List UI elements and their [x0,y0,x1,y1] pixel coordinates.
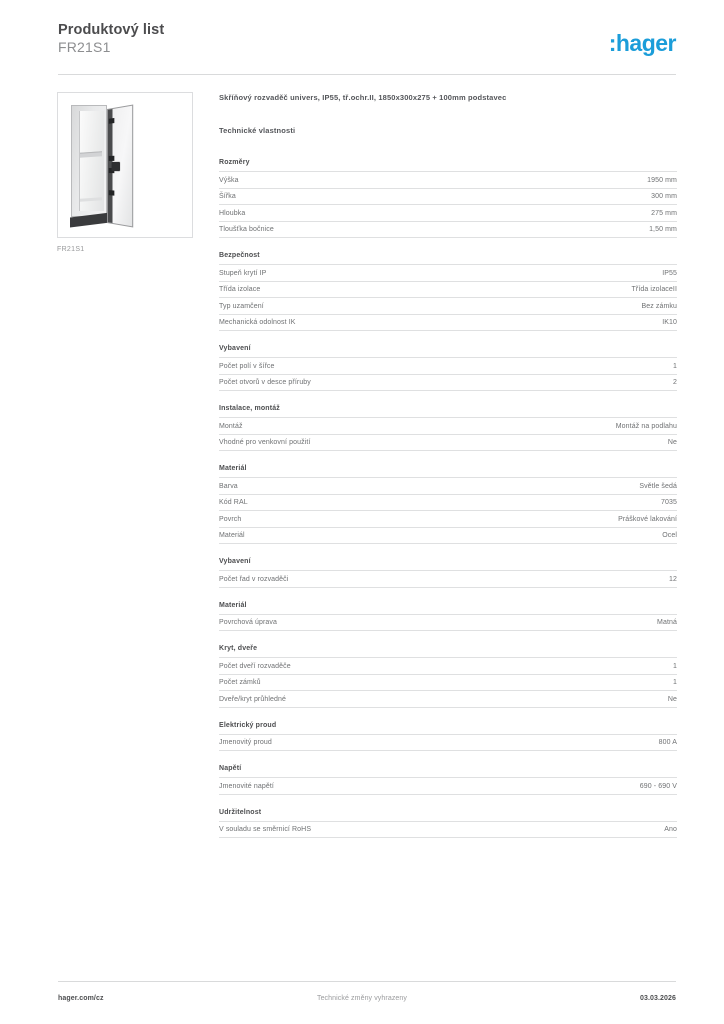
spec-value: 275 mm [651,209,677,217]
spec-label: Počet polí v šířce [219,362,275,370]
cabinet-illustration [71,105,143,227]
product-reference: FR21S1 [58,39,111,55]
spec-label: Počet řad v rozvaděči [219,575,289,583]
spec-label: Povrchová úprava [219,619,278,626]
spec-value: 690 - 690 V [639,782,677,790]
figure-caption: FR21S1 [57,246,85,253]
door-hinge-icon [109,118,115,124]
spec-value: Třída izolaceII [631,286,677,293]
spec-label: Dveře/kryt průhledné [219,695,286,703]
spec-label: Počet zámků [219,679,261,686]
footer-date: 03.03.2026 [639,995,676,1002]
spec-row [219,614,677,632]
spec-row [219,527,677,545]
spec-value: Ne [667,439,677,446]
spec-label: Materiál [219,532,245,539]
spec-row [219,477,677,494]
spec-row [219,188,677,205]
spec-value: 1950 mm [647,176,677,184]
product-image [57,92,193,238]
spec-value: Světle šedá [639,482,677,490]
spec-group [219,251,677,331]
spec-value: IP55 [662,269,677,277]
spec-value: 300 mm [651,193,677,200]
cabinet-body [71,105,107,217]
spec-group-title: Vybavení [219,345,251,352]
spec-value: Ocel [662,532,677,539]
spec-label: Vhodné pro venkovní použití [219,439,311,446]
spec-group-title: Elektrický proud [219,721,277,729]
spec-group [219,644,677,708]
spec-value: 1,50 mm [649,226,677,233]
spec-group-title: Napětí [219,765,242,772]
spec-row [219,657,677,674]
specification-groups [219,158,677,838]
spec-row [219,221,677,239]
page-title: Produktový list [58,22,165,38]
spec-group [219,344,677,391]
spec-value: 800 A [658,739,677,746]
spec-row [219,297,677,314]
spec-group [219,158,677,238]
spec-label: Mechanická odolnost IK [219,319,296,326]
spec-row [219,674,677,691]
header-titles [58,22,164,56]
footer-row [48,995,676,1006]
spec-row [219,281,677,298]
spec-group-title: Kryt, dveře [219,645,258,652]
page-footer [48,981,676,1006]
spec-row [219,357,677,374]
product-description: Skříňový rozvaděč univers, IP55, tř.ochr.II, 1850x300x275 + 100mm podstavec [219,93,507,102]
header-divider [58,74,676,75]
spec-row [219,417,677,434]
spec-label: Šířka [219,193,236,200]
spec-group-title: Instalace, montáž [219,405,280,412]
spec-value: Montáž na podlahu [615,422,677,430]
spec-row [219,821,677,839]
spec-label: Výška [219,176,239,184]
spec-label: Jmenovitý proud [219,739,272,746]
spec-label: Počet dveří rozvaděče [219,662,291,670]
spec-row [219,510,677,527]
spec-label: V souladu se směrnicí RoHS [219,826,312,833]
spec-group-title: Rozměry [219,159,250,166]
spec-row [219,494,677,511]
spec-row [219,171,677,188]
spec-row [219,570,677,588]
spec-value: Bez zámku [641,302,677,310]
door-hinge-icon [109,190,115,196]
spec-label: Kód RAL [219,499,248,506]
spec-value: 12 [669,575,677,583]
spec-group-title: Udržitelnost [219,808,262,816]
door-latch-icon [112,162,121,171]
spec-value: Práškové lakování [618,515,677,523]
spec-label: Tloušťka bočnice [219,226,274,233]
hager-logo: :hager [608,30,676,56]
spec-row [219,777,677,795]
page-header [48,22,676,68]
specifications-column [219,92,677,851]
spec-group-title: Materiál [219,465,247,472]
spec-value: Ne [667,695,677,703]
spec-row [219,264,677,281]
spec-label: Třída izolace [219,286,261,293]
spec-group [219,557,677,588]
spec-group [219,601,677,632]
spec-value: 7035 [661,499,677,506]
spec-value: 2 [673,379,677,386]
cabinet-interior [79,111,104,211]
spec-label: Barva [219,482,238,490]
spec-value: 1 [673,679,677,686]
spec-value: 1 [673,362,677,370]
footer-notice: Technické změny vyhrazeny [316,995,408,1002]
spec-group-title: Bezpečnost [219,252,260,259]
spec-row [219,734,677,752]
spec-group [219,404,677,451]
spec-value: Ano [664,826,677,833]
spec-row [219,434,677,452]
spec-group [219,721,677,752]
spec-label: Povrch [219,515,242,523]
spec-label: Počet otvorů v desce příruby [219,379,311,386]
spec-label: Hloubka [219,209,246,217]
spec-label: Stupeň krytí IP [219,269,267,277]
cabinet-door [107,104,133,227]
spec-value: IK10 [662,319,677,326]
spec-label: Jmenovité napětí [219,782,274,790]
spec-group [219,764,677,795]
footer-website[interactable]: hager.com/cz [58,995,104,1002]
footer-divider [58,981,676,982]
spec-group-title: Materiál [219,601,247,609]
spec-label: Typ uzamčení [219,302,264,310]
specifications-heading: Technické vlastnosti [219,126,296,135]
spec-value: 1 [673,662,677,670]
spec-row [219,204,677,221]
door-hinge-icon [109,156,115,161]
spec-row [219,314,677,332]
spec-group-title: Vybavení [219,558,251,565]
spec-row [219,374,677,392]
spec-group [219,808,677,839]
spec-row [219,690,677,708]
spec-group [219,464,677,544]
product-figure [57,92,193,253]
spec-label: Montáž [219,422,243,430]
spec-value: Matná [657,619,677,626]
